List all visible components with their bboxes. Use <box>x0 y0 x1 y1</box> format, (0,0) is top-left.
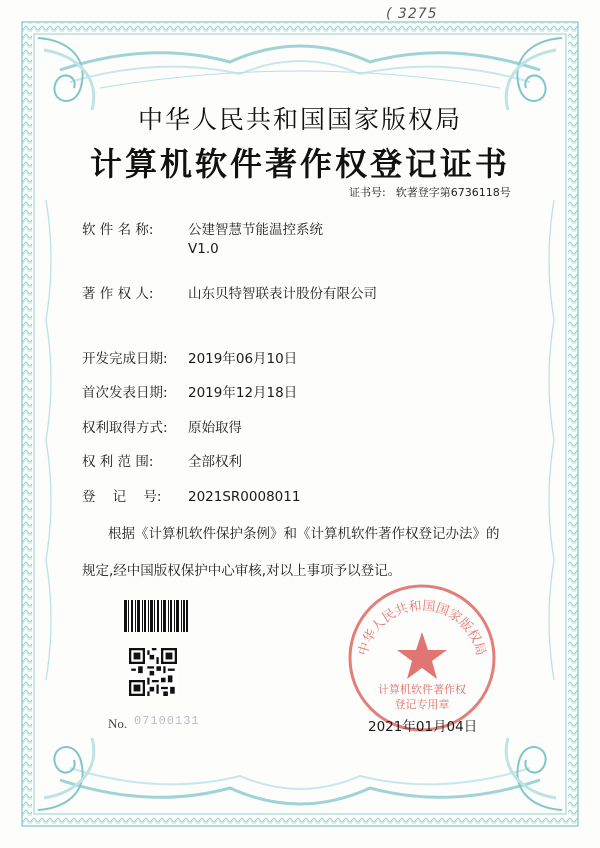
seal-inner-line-1: 计算机软件著作权 <box>378 683 466 696</box>
official-seal-icon <box>344 580 500 736</box>
certificate-number-label: 证书号: <box>349 186 386 199</box>
software-name-label: 软 件 名 称: <box>82 222 154 238</box>
registration-label: 登 记 号: <box>82 489 162 505</box>
serial-number-value: 07100131 <box>134 714 200 728</box>
handwritten-note: ( 3275 <box>386 6 438 22</box>
statement-line-2-text: 规定,经中国版权保护中心审核,对以上事项予以登记。 <box>82 563 402 579</box>
seal-outer-text: 中华人民共和国国家版权局 <box>355 598 489 658</box>
dev-date-value: 2019年06月10日 <box>188 351 298 367</box>
issue-date: 2021年01月04日 <box>368 719 478 735</box>
certificate-number-value: 软著登字第6736118号 <box>395 186 511 199</box>
publish-date-value: 2019年12月18日 <box>188 385 298 401</box>
scope-row <box>82 450 242 470</box>
statement-paragraph <box>82 516 532 590</box>
statement-line-1-text: 根据《计算机软件保护条例》和《计算机软件著作权登记办法》的 <box>108 526 500 542</box>
registration-row <box>82 485 300 505</box>
publish-date-row <box>82 381 297 401</box>
certificate-title: 计算机软件著作权登记证书 <box>89 145 510 183</box>
software-version-value: V1.0 <box>188 241 219 257</box>
scope-label: 权 利 范 围: <box>82 454 154 470</box>
seal-inner-line-2: 登记专用章 <box>394 698 450 711</box>
acquire-label: 权利取得方式: <box>82 420 168 436</box>
statement-line-1 <box>82 516 532 553</box>
qr-code-icon <box>129 648 177 696</box>
authority-title: 中华人民共和国国家版权局 <box>137 105 462 134</box>
registration-value: 2021SR0008011 <box>188 489 301 505</box>
dev-date-label: 开发完成日期: <box>82 351 168 367</box>
software-name-value: 公建智慧节能温控系统 <box>188 222 323 238</box>
owner-value: 山东贝特智联表计股份有限公司 <box>188 286 377 302</box>
certificate-number <box>349 184 511 200</box>
scope-value: 全部权利 <box>188 454 242 470</box>
owner-row <box>82 282 377 302</box>
acquire-value: 原始取得 <box>188 420 242 436</box>
barcode-icon <box>124 600 188 632</box>
serial-number-label: No. <box>108 716 128 731</box>
software-name-row <box>82 218 323 257</box>
publish-date-label: 首次发表日期: <box>82 385 168 401</box>
dev-date-row <box>82 347 297 367</box>
acquire-row <box>82 416 242 436</box>
owner-label: 著 作 权 人: <box>82 286 154 302</box>
star-icon <box>397 632 447 679</box>
